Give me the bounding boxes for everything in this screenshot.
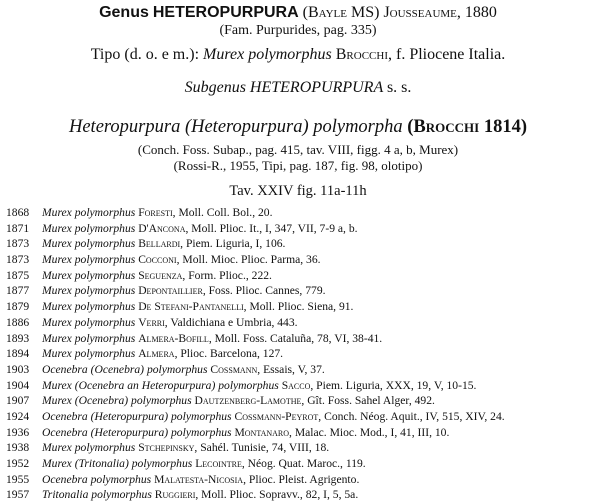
- subgenus-heading: [0, 79, 596, 97]
- reference-author: Sacco: [281, 378, 311, 392]
- reference-citation: , Plioc. Pleist. Agrigento.: [243, 472, 360, 486]
- reference-year: 1955: [6, 472, 30, 486]
- reference-taxon-name: Murex polymorphus: [42, 284, 136, 298]
- tipo-prefix: Tipo (d. o. e m.):: [90, 46, 200, 63]
- reference-citation: , Plioc. Barcelona, 127.: [174, 347, 284, 361]
- reference-year: 1875: [6, 268, 30, 282]
- reference-author: Foresti: [138, 206, 173, 219]
- reference-year: 1907: [6, 394, 30, 408]
- tipo-suffix: , f. Pliocene Italia.: [387, 46, 506, 63]
- reference-author: Ruggieri: [154, 488, 196, 502]
- synonymy-row: [6, 487, 594, 503]
- reference-author: D'Ancona: [138, 221, 186, 235]
- reference-citation: , Moll. Plioc. Sopravv., 82, I, 5, 5a.: [195, 488, 359, 502]
- reference-year: 1871: [6, 221, 30, 235]
- reference-taxon-name: Murex polymorphus: [42, 347, 136, 361]
- reference-year: 1893: [6, 331, 30, 345]
- reference-year: 1894: [6, 347, 30, 361]
- reference-author: Verri: [138, 315, 165, 329]
- reference-year: 1938: [6, 441, 30, 455]
- reference-taxon-name: Ocenebra polymorphus: [42, 472, 152, 486]
- reference-year: 1904: [6, 378, 30, 392]
- reference-author: Lecointre: [195, 457, 242, 470]
- reference-author: Seguenza: [138, 268, 183, 282]
- reference-citation: , Gît. Foss. Sahel Alger, 492.: [301, 394, 435, 408]
- synonymy-row: [6, 236, 594, 252]
- tipo-author: Brocchi: [335, 46, 388, 63]
- genus-authors: (Bayle MS) Jousseaume, 1880: [302, 4, 497, 21]
- synonymy-row: [6, 409, 594, 425]
- genus-name: HETEROPURPURA: [152, 4, 299, 21]
- synonymy-row: [6, 315, 594, 331]
- reference-taxon-name: Murex polymorphus: [42, 237, 136, 251]
- reference-citation: , Néog. Quat. Maroc., 119.: [241, 457, 366, 470]
- synonymy-row: [6, 393, 594, 409]
- reference-year: 1868: [6, 206, 30, 219]
- synonymy-row: [6, 331, 594, 347]
- original-reference: (Conch. Foss. Subap., pag. 415, tav. VIII, figg. 4 a, b, Murex): [137, 142, 459, 157]
- synonymy-row: [6, 362, 594, 378]
- reference-author: Malatesta-Nicosia: [154, 472, 244, 486]
- reference-taxon-name: Murex polymorphus: [42, 315, 136, 329]
- subgenus-label: Subgenus: [184, 79, 246, 96]
- reference-year: 1952: [6, 457, 30, 470]
- reference-citation: , Moll. Coll. Bol., 20.: [172, 206, 273, 219]
- reference-year: 1879: [6, 300, 30, 314]
- synonymy-row: [6, 283, 594, 299]
- reference-taxon-name: Murex polymorphus: [42, 331, 136, 345]
- subgenus-name: HETEROPURPURA: [249, 79, 383, 96]
- synonymy-row: [6, 456, 594, 472]
- reference-year: 1924: [6, 409, 30, 423]
- reference-year: 1886: [6, 315, 30, 329]
- synonymy-row: [6, 425, 594, 441]
- synonymy-row: [6, 378, 594, 394]
- reference-author: Bellardi: [138, 237, 181, 251]
- reference-citation: , Sahél. Tunisie, 74, VIII, 18.: [194, 441, 330, 455]
- reference-author: Cocconi: [138, 253, 177, 267]
- subgenus-suffix: s. s.: [386, 79, 412, 96]
- synonymy-list: [6, 205, 594, 503]
- synonymy-row: [6, 205, 594, 221]
- reference-citation: , Essais, V, 37.: [257, 362, 325, 376]
- reference-year: 1877: [6, 284, 30, 298]
- reference-taxon-name: Murex (Ocenebra) polymorphus: [42, 394, 192, 408]
- reference-citation: , Valdichiana e Umbria, 443.: [164, 315, 298, 329]
- synonymy-row: [6, 346, 594, 362]
- synonymy-row: [6, 221, 594, 237]
- reference-citation: , Malac. Mioc. Mod., I, 41, III, 10.: [289, 425, 450, 439]
- reference-author: De Stefani-Pantanelli: [138, 300, 244, 314]
- reference-taxon-name: Murex polymorphus: [42, 441, 136, 455]
- reference-taxon-name: Ocenebra (Ocenebra) polymorphus: [42, 362, 208, 376]
- reference-taxon-name: Ocenebra (Heteropurpura) polymorphus: [42, 409, 232, 423]
- reference-taxon-name: Murex polymorphus: [42, 221, 136, 235]
- reference-year: 1873: [6, 237, 30, 251]
- synonymy-row: [6, 299, 594, 315]
- holotype-reference: (Rossi-R., 1955, Tipi, pag. 187, fig. 98, olotipo): [173, 158, 423, 173]
- reference-citation: , Foss. Plioc. Cannes, 779.: [202, 284, 326, 298]
- reference-author: Almera-Bofill: [138, 331, 209, 345]
- family-note: (Fam. Purpurides, pag. 335): [219, 23, 377, 38]
- species-name: Heteropurpura (Heteropurpura) polymorpha: [68, 117, 403, 137]
- reference-taxon-name: Murex polymorphus: [42, 300, 136, 314]
- synonymy-row: [6, 252, 594, 268]
- reference-author: Cossmann-Peyrot: [234, 409, 319, 423]
- reference-citation: , Moll. Plioc. It., I, 347, VII, 7-9 a, b.: [185, 221, 358, 235]
- reference-author: Dautzenberg-Lamothe: [194, 394, 302, 408]
- reference-year: 1873: [6, 253, 30, 267]
- genus-heading: [0, 4, 596, 22]
- reference-author: Montanaro: [234, 425, 290, 439]
- reference-taxon-name: Murex (Tritonalia) polymorphus: [42, 457, 193, 470]
- reference-taxon-name: Murex (Ocenebra an Heteropurpura) polymorphus: [42, 378, 279, 392]
- reference-citation: , Piem. Liguria, I, 106.: [180, 237, 286, 251]
- reference-citation: , Moll. Foss. Cataluña, 78, VI, 38-41.: [208, 331, 383, 345]
- tipo-species: Murex polymorphus: [203, 46, 332, 63]
- reference-taxon-name: Tritonalia polymorphus: [42, 488, 152, 502]
- reference-taxon-name: Murex polymorphus: [42, 268, 136, 282]
- synonymy-row: [6, 440, 594, 456]
- reference-author: Cossmann: [210, 362, 258, 376]
- species-heading: [0, 117, 596, 138]
- reference-author: Stchepinsky: [138, 441, 195, 455]
- type-species-line: [0, 46, 596, 64]
- species-author: (Brocchi 1814): [407, 117, 527, 137]
- reference-author: Depontaillier: [138, 284, 203, 298]
- reference-year: 1936: [6, 425, 30, 439]
- genus-label: Genus: [99, 4, 149, 21]
- reference-taxon-name: Murex polymorphus: [42, 206, 136, 219]
- reference-taxon-name: Ocenebra (Heteropurpura) polymorphus: [42, 425, 232, 439]
- reference-taxon-name: Murex polymorphus: [42, 253, 136, 267]
- reference-year: 1957: [6, 488, 30, 502]
- reference-citation: , Moll. Plioc. Siena, 91.: [243, 300, 354, 314]
- reference-citation: , Conch. Néog. Aquit., IV, 515, XIV, 24.: [318, 409, 505, 423]
- reference-citation: , Moll. Mioc. Plioc. Parma, 36.: [176, 253, 321, 267]
- reference-author: Almera: [138, 347, 175, 361]
- reference-year: 1903: [6, 362, 30, 376]
- reference-citation: , Form. Plioc., 222.: [182, 268, 272, 282]
- reference-citation: , Piem. Liguria, XXX, 19, V, 10-15.: [310, 378, 477, 392]
- synonymy-row: [6, 268, 594, 284]
- plate-reference: Tav. XXIV fig. 11a-11h: [229, 183, 367, 199]
